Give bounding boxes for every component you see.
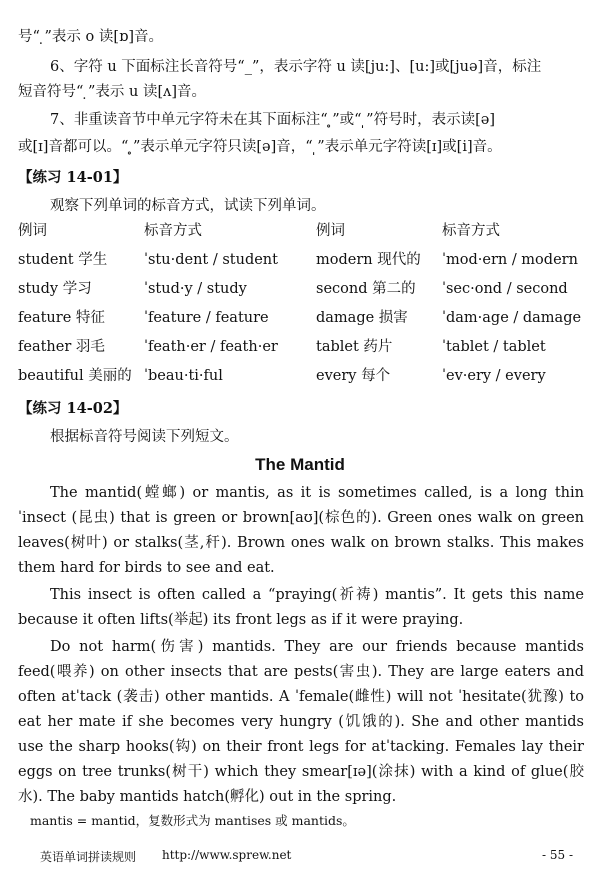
intro-line-2: 6、字符 u 下面标注长音符号“_”，表示字符 u 读[ju:]、[u:]或[juə]音，标注 xyxy=(50,59,542,75)
footer-url[interactable]: http://www.sprew.net xyxy=(162,848,292,862)
row3-pron-2: ˈdam·age / damage xyxy=(442,310,582,326)
row2-word-1: study 学习 xyxy=(18,281,92,297)
exercise1-heading: 【练习 14-01】 xyxy=(18,169,128,186)
col-header-pron-2: 标音方式 xyxy=(442,223,500,239)
page-number: - 55 - xyxy=(542,848,574,862)
row3-word-2: damage 损害 xyxy=(316,310,408,326)
row1-word-2: modern 现代的 xyxy=(316,252,421,268)
row2-pron-1: ˈstud·y / study xyxy=(144,281,247,297)
passage-title: The Mantid xyxy=(255,455,345,474)
row4-pron-1: ˈfeath·er / feath·er xyxy=(144,339,278,355)
row5-pron-2: ˈev·ery / every xyxy=(442,368,546,384)
row5-pron-1: ˈbeau·ti·ful xyxy=(144,368,223,384)
row5-word-1: beautiful 美丽的 xyxy=(18,368,132,384)
row1-word-1: student 学生 xyxy=(18,252,108,268)
intro-line-5: 或[ɪ]音都可以。“ ̥”表示单元字符只读[ə]音，“ ̩”表示单元字符读[ɪ]或[i]音。 xyxy=(18,139,502,155)
row4-word-2: tablet 药片 xyxy=(316,339,393,355)
passage-paragraph-2: This insect is often called a “praying(祈祷) mantis”. It gets this name because it often lifts(举起) its front legs as if it were praying. xyxy=(18,587,584,628)
row1-pron-2: ˈmod·ern / modern xyxy=(442,252,578,268)
row3-pron-1: ˈfeature / feature xyxy=(144,310,269,326)
row2-pron-2: ˈsec·ond / second xyxy=(442,281,568,297)
row4-pron-2: ˈtablet / tablet xyxy=(442,339,546,355)
row5-word-2: every 每个 xyxy=(316,368,391,384)
exercise1-instruction: 观察下列单词的标音方式，试读下列单词。 xyxy=(50,198,326,214)
intro-line-3: 短音符号“ ̣”表示 u 读[ʌ]音。 xyxy=(18,84,206,100)
passage-paragraph-1: The mantid(螳螂) or mantis, as it is sometimes called, is a long thin ˈinsect (昆虫) that is green or brown[aʊ](棕色的). Green ones walk on green leaves(树叶) or stalks(茎,秆). Brown ones walk on brown stalks. This makes them hard for birds to see and eat. xyxy=(18,485,584,576)
row2-word-2: second 第二的 xyxy=(316,281,416,297)
exercise2-instruction: 根据标音符号阅读下列短文。 xyxy=(50,429,239,445)
col-header-word-2: 例词 xyxy=(316,223,345,239)
row3-word-1: feature 特征 xyxy=(18,310,105,326)
passage-paragraph-3: Do not harm(伤害) mantids. They are our friends because mantids feed(喂养) on other insects that are pests(害虫). They are large eaters and often atˈtack (袭击) other mantids. A ˈfemale(雌性) will not ˈhesitate(犹豫) to eat her mate if she becomes very hungry (饥饿的). She and other mantids use the sharp hooks(钩) on their front legs for atˈtacking. Females lay their eggs on tree trunks(树干) which they smear[ɪə](涂抹) with a kind of glue(胶水). The baby mantids hatch(孵化) out in the spring. xyxy=(18,639,584,805)
row1-pron-1: ˈstu·dent / student xyxy=(144,252,278,268)
row4-word-1: feather 羽毛 xyxy=(18,339,105,355)
exercise2-heading: 【练习 14-02】 xyxy=(18,400,128,417)
footer-title: 英语单词拼读规则 xyxy=(40,850,137,864)
intro-line-4: 7、非重读音节中单元字符未在其下面标注“ ̥”或“ ̩”符号时，表示读[ə] xyxy=(50,112,495,128)
footnote: mantis = mantid，复数形式为 mantises 或 mantids。 xyxy=(30,813,355,828)
intro-line-1: 号“ ̣”表示 o 读[ɒ]音。 xyxy=(18,29,163,45)
col-header-word-1: 例词 xyxy=(18,223,47,239)
col-header-pron-1: 标音方式 xyxy=(144,223,202,239)
